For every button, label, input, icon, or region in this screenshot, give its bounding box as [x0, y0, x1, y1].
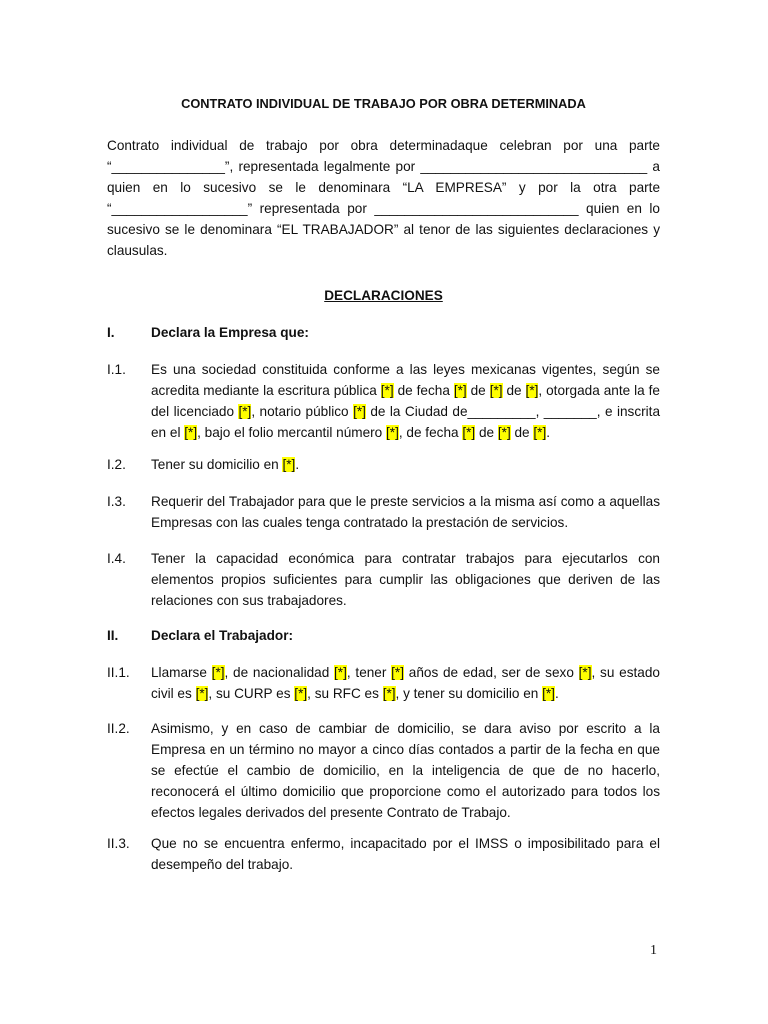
text-run: , de nacionalidad — [224, 665, 335, 680]
text-run: años de edad, ser de sexo — [404, 665, 579, 680]
clause-text: Asimismo, y en caso de cambiar de domicilio, se dara aviso por escrito a la Empresa en un término no mayor a cinco días contados a partir de la fecha en que se efectúe el cambio de domicilio, en la inteligencia de que de no hacerlo, reconocerá el último domicilio que proporcione como el autorizado para todos los efectos legales derivados del presente Contrato de Trabajo. — [151, 721, 660, 820]
text-run: de la Ciudad de_________, _______, e inscrita en el — [151, 404, 660, 440]
placeholder-mark: [*] — [282, 457, 296, 472]
intro-line: quien en lo sucesivo se le denominara “LA EMPRESA” y por la otra parte — [107, 180, 660, 195]
text-run: , otorgada ante la fe del licenciado — [151, 383, 660, 419]
placeholder-mark: [*] — [380, 383, 394, 398]
clause-number: I.3. — [107, 494, 126, 509]
placeholder-mark: [*] — [542, 686, 555, 701]
clause-text: Requerir del Trabajador para que le preste servicios a la misma así como a aquellas Empresas con las cuales tenga contratado la prestación de servicios. — [151, 494, 660, 530]
clause-number: II.1. — [107, 665, 130, 680]
placeholder-mark: [*] — [386, 425, 399, 440]
placeholder-mark: [*] — [497, 425, 511, 440]
intro-line: clausulas. — [107, 243, 168, 258]
text-run: Tener su domicilio en — [151, 457, 283, 472]
text-run: Es una sociedad constituida conforme a las leyes mexicanas vigentes, según se acredita mediante la escritura pública — [151, 362, 660, 398]
section-title: Declara el Trabajador: — [151, 628, 294, 643]
placeholder-mark: [*] — [353, 404, 366, 419]
clause-ii-3 — [107, 833, 660, 875]
clause-text — [151, 454, 660, 475]
placeholder-mark: [*] — [184, 425, 198, 440]
clause-text — [151, 662, 660, 704]
text-run: , tener — [346, 665, 392, 680]
intro-line: “__________________” representada por ___________________________ quien en lo — [107, 201, 660, 216]
intro-line: sucesivo se le denominara “EL TRABAJADOR” al tenor de las siguientes declaraciones y — [107, 222, 660, 237]
clause-ii-2 — [107, 718, 660, 823]
placeholder-mark: [*] — [578, 665, 592, 680]
clause-number: I.4. — [107, 551, 126, 566]
clause-text: Que no se encuentra enfermo, incapacitado por el IMSS o imposibilitado para el desempeño del trabajo. — [151, 836, 660, 872]
placeholder-mark: [*] — [391, 665, 404, 680]
text-run: de — [510, 425, 534, 440]
text-run: de — [466, 383, 490, 398]
placeholder-mark: [*] — [533, 425, 547, 440]
declaraciones-heading: DECLARACIONES — [324, 288, 443, 303]
clause-number: I.1. — [107, 362, 126, 377]
text-run: de — [475, 425, 498, 440]
placeholder-mark: [*] — [453, 383, 467, 398]
text-run: de fecha — [393, 383, 454, 398]
text-run: . — [546, 425, 551, 440]
text-run: , su RFC es — [307, 686, 383, 701]
clause-i1-3 — [107, 491, 660, 533]
clause-number: II.2. — [107, 721, 130, 736]
clause-text: Tener la capacidad económica para contratar trabajos para ejecutarlos con elementos propios suficientes para cumplir las obligaciones que deriven de las relaciones con sus trabajadores. — [151, 551, 660, 608]
placeholder-mark: [*] — [489, 383, 503, 398]
clause-text — [151, 359, 660, 443]
clause-i1-1 — [107, 359, 660, 443]
section-number: II. — [107, 628, 119, 643]
clause-ii-1 — [107, 662, 660, 704]
page-number: 1 — [650, 943, 657, 958]
section-heading — [107, 322, 660, 343]
text-run: , su estado civil es — [151, 665, 660, 701]
clause-number: I.2. — [107, 457, 126, 472]
placeholder-mark: [*] — [211, 665, 225, 680]
section-title: Declara la Empresa que: — [151, 325, 309, 340]
intro-line: “_______________”, representada legalmente por ______________________________ a — [107, 159, 660, 174]
placeholder-mark: [*] — [195, 686, 209, 701]
placeholder-mark: [*] — [382, 686, 396, 701]
document-title: CONTRATO INDIVIDUAL DE TRABAJO POR OBRA DETERMINADA — [181, 96, 586, 111]
text-run: , de fecha — [398, 425, 463, 440]
section-heading — [107, 625, 660, 646]
text-run: de — [502, 383, 526, 398]
text-run: Llamarse — [151, 665, 212, 680]
intro-line: Contrato individual de trabajo por obra determinadaque celebran por una parte — [107, 138, 660, 153]
text-run: , bajo el folio mercantil número — [197, 425, 387, 440]
intro-paragraph — [107, 135, 660, 261]
text-run: , su CURP es — [208, 686, 295, 701]
placeholder-mark: [*] — [238, 404, 252, 419]
text-run: . — [554, 686, 559, 701]
clause-number: II.3. — [107, 836, 130, 851]
clause-i1-4 — [107, 548, 660, 611]
clause-i1-2 — [107, 454, 660, 475]
placeholder-mark: [*] — [294, 686, 308, 701]
placeholder-mark: [*] — [462, 425, 476, 440]
placeholder-mark: [*] — [334, 665, 347, 680]
text-run: , y tener su domicilio en — [395, 686, 543, 701]
section-number: I. — [107, 325, 115, 340]
text-run: . — [295, 457, 300, 472]
text-run: , notario público — [251, 404, 354, 419]
placeholder-mark: [*] — [525, 383, 539, 398]
